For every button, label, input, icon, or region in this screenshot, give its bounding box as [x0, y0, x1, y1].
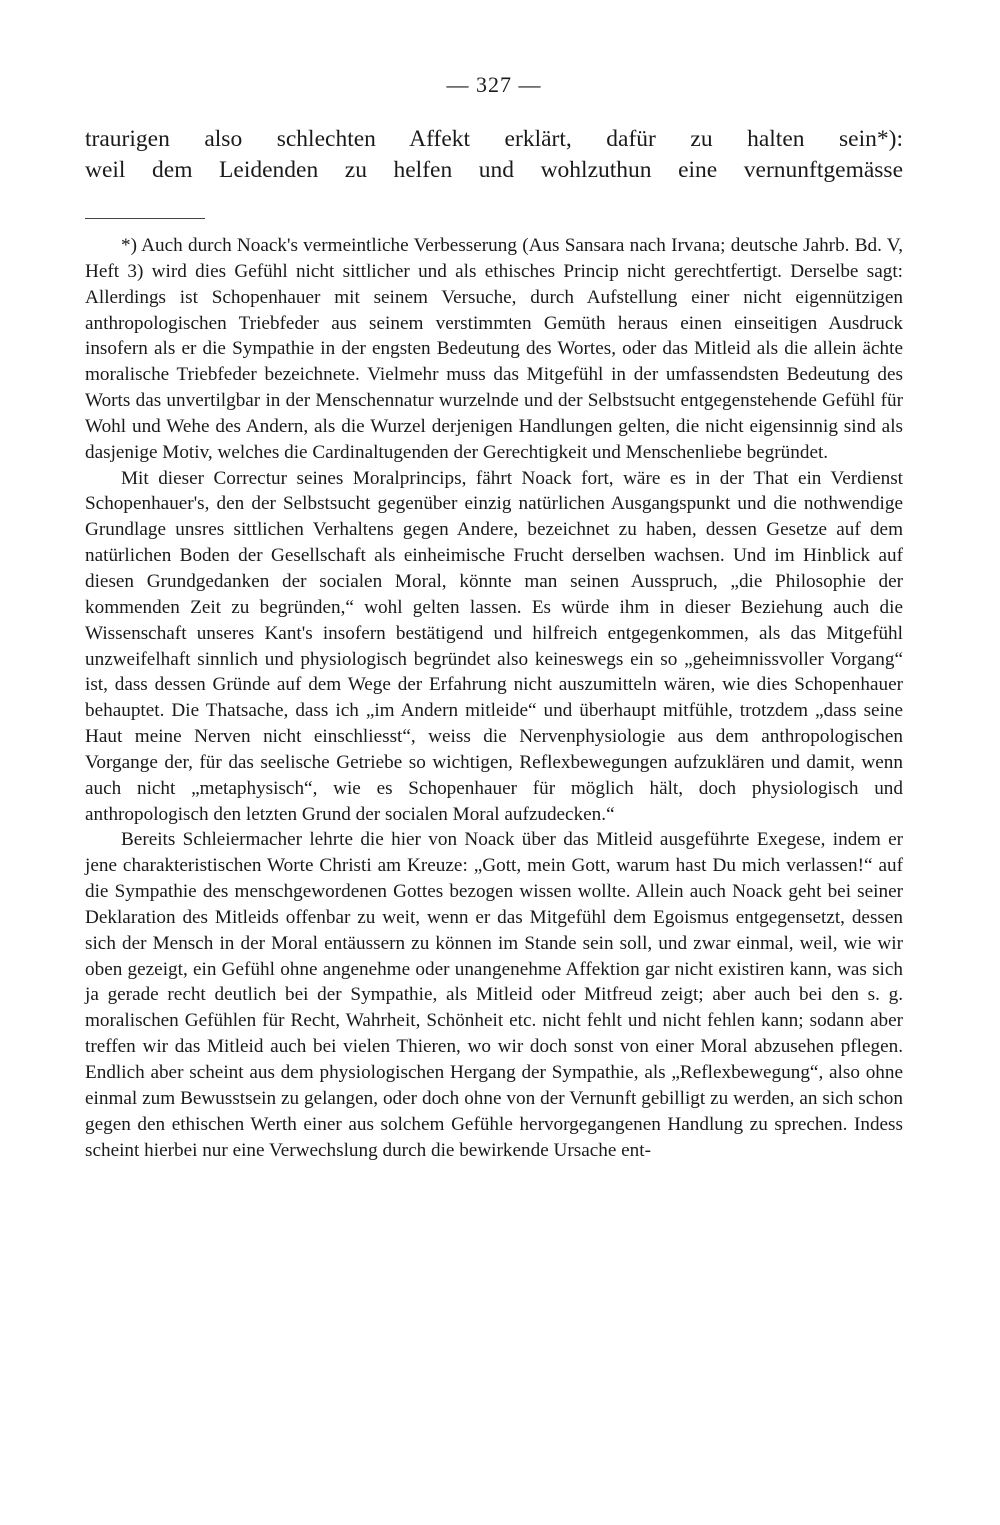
main-text-line-2: weil dem Leidenden zu helfen und wohlzuthun eine vernunftgemässe: [85, 157, 903, 183]
main-text: [85, 124, 903, 186]
page-number: — 327 —: [446, 72, 542, 97]
footnote-separator: [85, 218, 205, 219]
footnote-paragraph-2: Mit dieser Correctur seines Moralprincips, fährt Noack fort, wäre es in der That ein Verdienst Schopenhauer's, den der Selbstsucht gegenüber einzig natürlichen Ausgangspunkt und die nothwendige Grundlage unsres sittlichen Verhaltens gegen Andere, bezeichnet zu haben, dessen Gesetze auf dem natürlichen Boden der Gesellschaft als einheimische Frucht derselben wachsen. Und im Hinblick auf diesen Grundgedanken der socialen Moral, könnte man seinen Ausspruch, „die Philosophie der kommenden Zeit zu begründen,“ wohl gelten lassen. Es würde ihm in dieser Beziehung auch die Wissenschaft unseres Kant's insofern bestätigend und hilfreich entgegenkommen, als das Mitgefühl unzweifelhaft sinnlich und physiologisch begründet also keineswegs ein so „geheimnissvoller Vorgang“ ist, dass dessen Gründe auf dem Wege der Erfahrung nicht auszumitteln wären, wie dies Schopenhauer behauptet. Die Thatsache, dass ich „im Andern mitleide“ und überhaupt mitfühle, trotzdem „dass seine Haut meine Nerven nicht einschliesst“, weiss die Nervenphysiologie aus dem anthropologischen Vorgange der, für das seelische Getriebe so wichtigen, Reflexbewegungen aufzuklären und damit, wenn auch nicht „metaphysisch“, wie es Schopenhauer für möglich hält, doch physiologisch und anthropologisch den letzten Grund der socialen Moral aufzudecken.“: [85, 467, 903, 825]
main-text-line-1: traurigen also schlechten Affekt erklärt, dafür zu halten sein*):: [85, 126, 903, 152]
footnote-paragraph-1: *) Auch durch Noack's vermeintliche Verbesserung (Aus Sansara nach Irvana; deutsche Jahrb. Bd. V, Heft 3) wird dies Gefühl nicht sittlicher und als ethisches Princip nicht gerechtfertigt. Derselbe sagt: Allerdings ist Schopenhauer mit seinem Versuche, durch Aufstellung einer nicht eigennützigen anthropologischen Triebfeder aus seinem verstimmten Gemüth heraus einen einseitigen Ausdruck insofern als er die Sympathie in der engsten Bedeutung des Wortes, oder das Mitleid als die allein ächte moralische Triebfeder bezeichnete. Vielmehr muss das Mitgefühl in der umfassendsten Bedeutung des Worts das unvertilgbar in der Menschennatur wurzelnde und der Selbstsucht entgegenstehende Gefühl für Wohl und Wehe des Andern, als die Wurzel derjenigen Handlungen gelten, die nicht eigensinnig sind als dasjenige Motiv, welches die Cardinaltugenden der Gerechtigkeit und Menschenliebe begründet.: [85, 235, 903, 463]
footnote: [85, 233, 903, 1163]
footnote-paragraph-3: Bereits Schleiermacher lehrte die hier von Noack über das Mitleid ausgeführte Exegese, indem er jene charakteristischen Worte Christi am Kreuze: „Gott, mein Gott, warum hast Du mich verlassen!“ auf die Sympathie des menschgewordenen Gottes bezogen wissen wollte. Allein auch Noack geht bei seiner Deklaration des Mitleids offenbar zu weit, wenn er das Mitgefühl dem Egoismus entgegensetzt, dessen sich der Mensch in der Moral entäussern zu können im Stande sein soll, und zwar einmal, weil, wie wir oben gezeigt, ein Gefühl ohne angenehme oder unangenehme Affektion gar nicht existiren kann, was sich ja gerade recht deutlich bei der Sympathie, als Mitleid oder Mitfreud zeigt; aber auch bei den s. g. moralischen Gefühlen für Recht, Wahrheit, Schönheit etc. nicht fehlt und nicht fehlen kann; sodann aber treffen wir das Mitleid auch bei vielen Thieren, wo wir doch sonst von einer Moral abzusehen pflegen. Endlich aber scheint aus dem physiologischen Hergang der Sympathie, als „Reflexbewegung“, also ohne einmal zum Bewusstsein zu gelangen, oder doch ohne von der Vernunft gebilligt zu werden, an sich schon gegen den ethischen Werth einer aus solchem Gefühle hervorgegangenen Handlung zu sprechen. Indess scheint hierbei nur eine Verwechslung durch die bewirkende Ursache ent-: [85, 829, 903, 1161]
page: [85, 72, 903, 1163]
